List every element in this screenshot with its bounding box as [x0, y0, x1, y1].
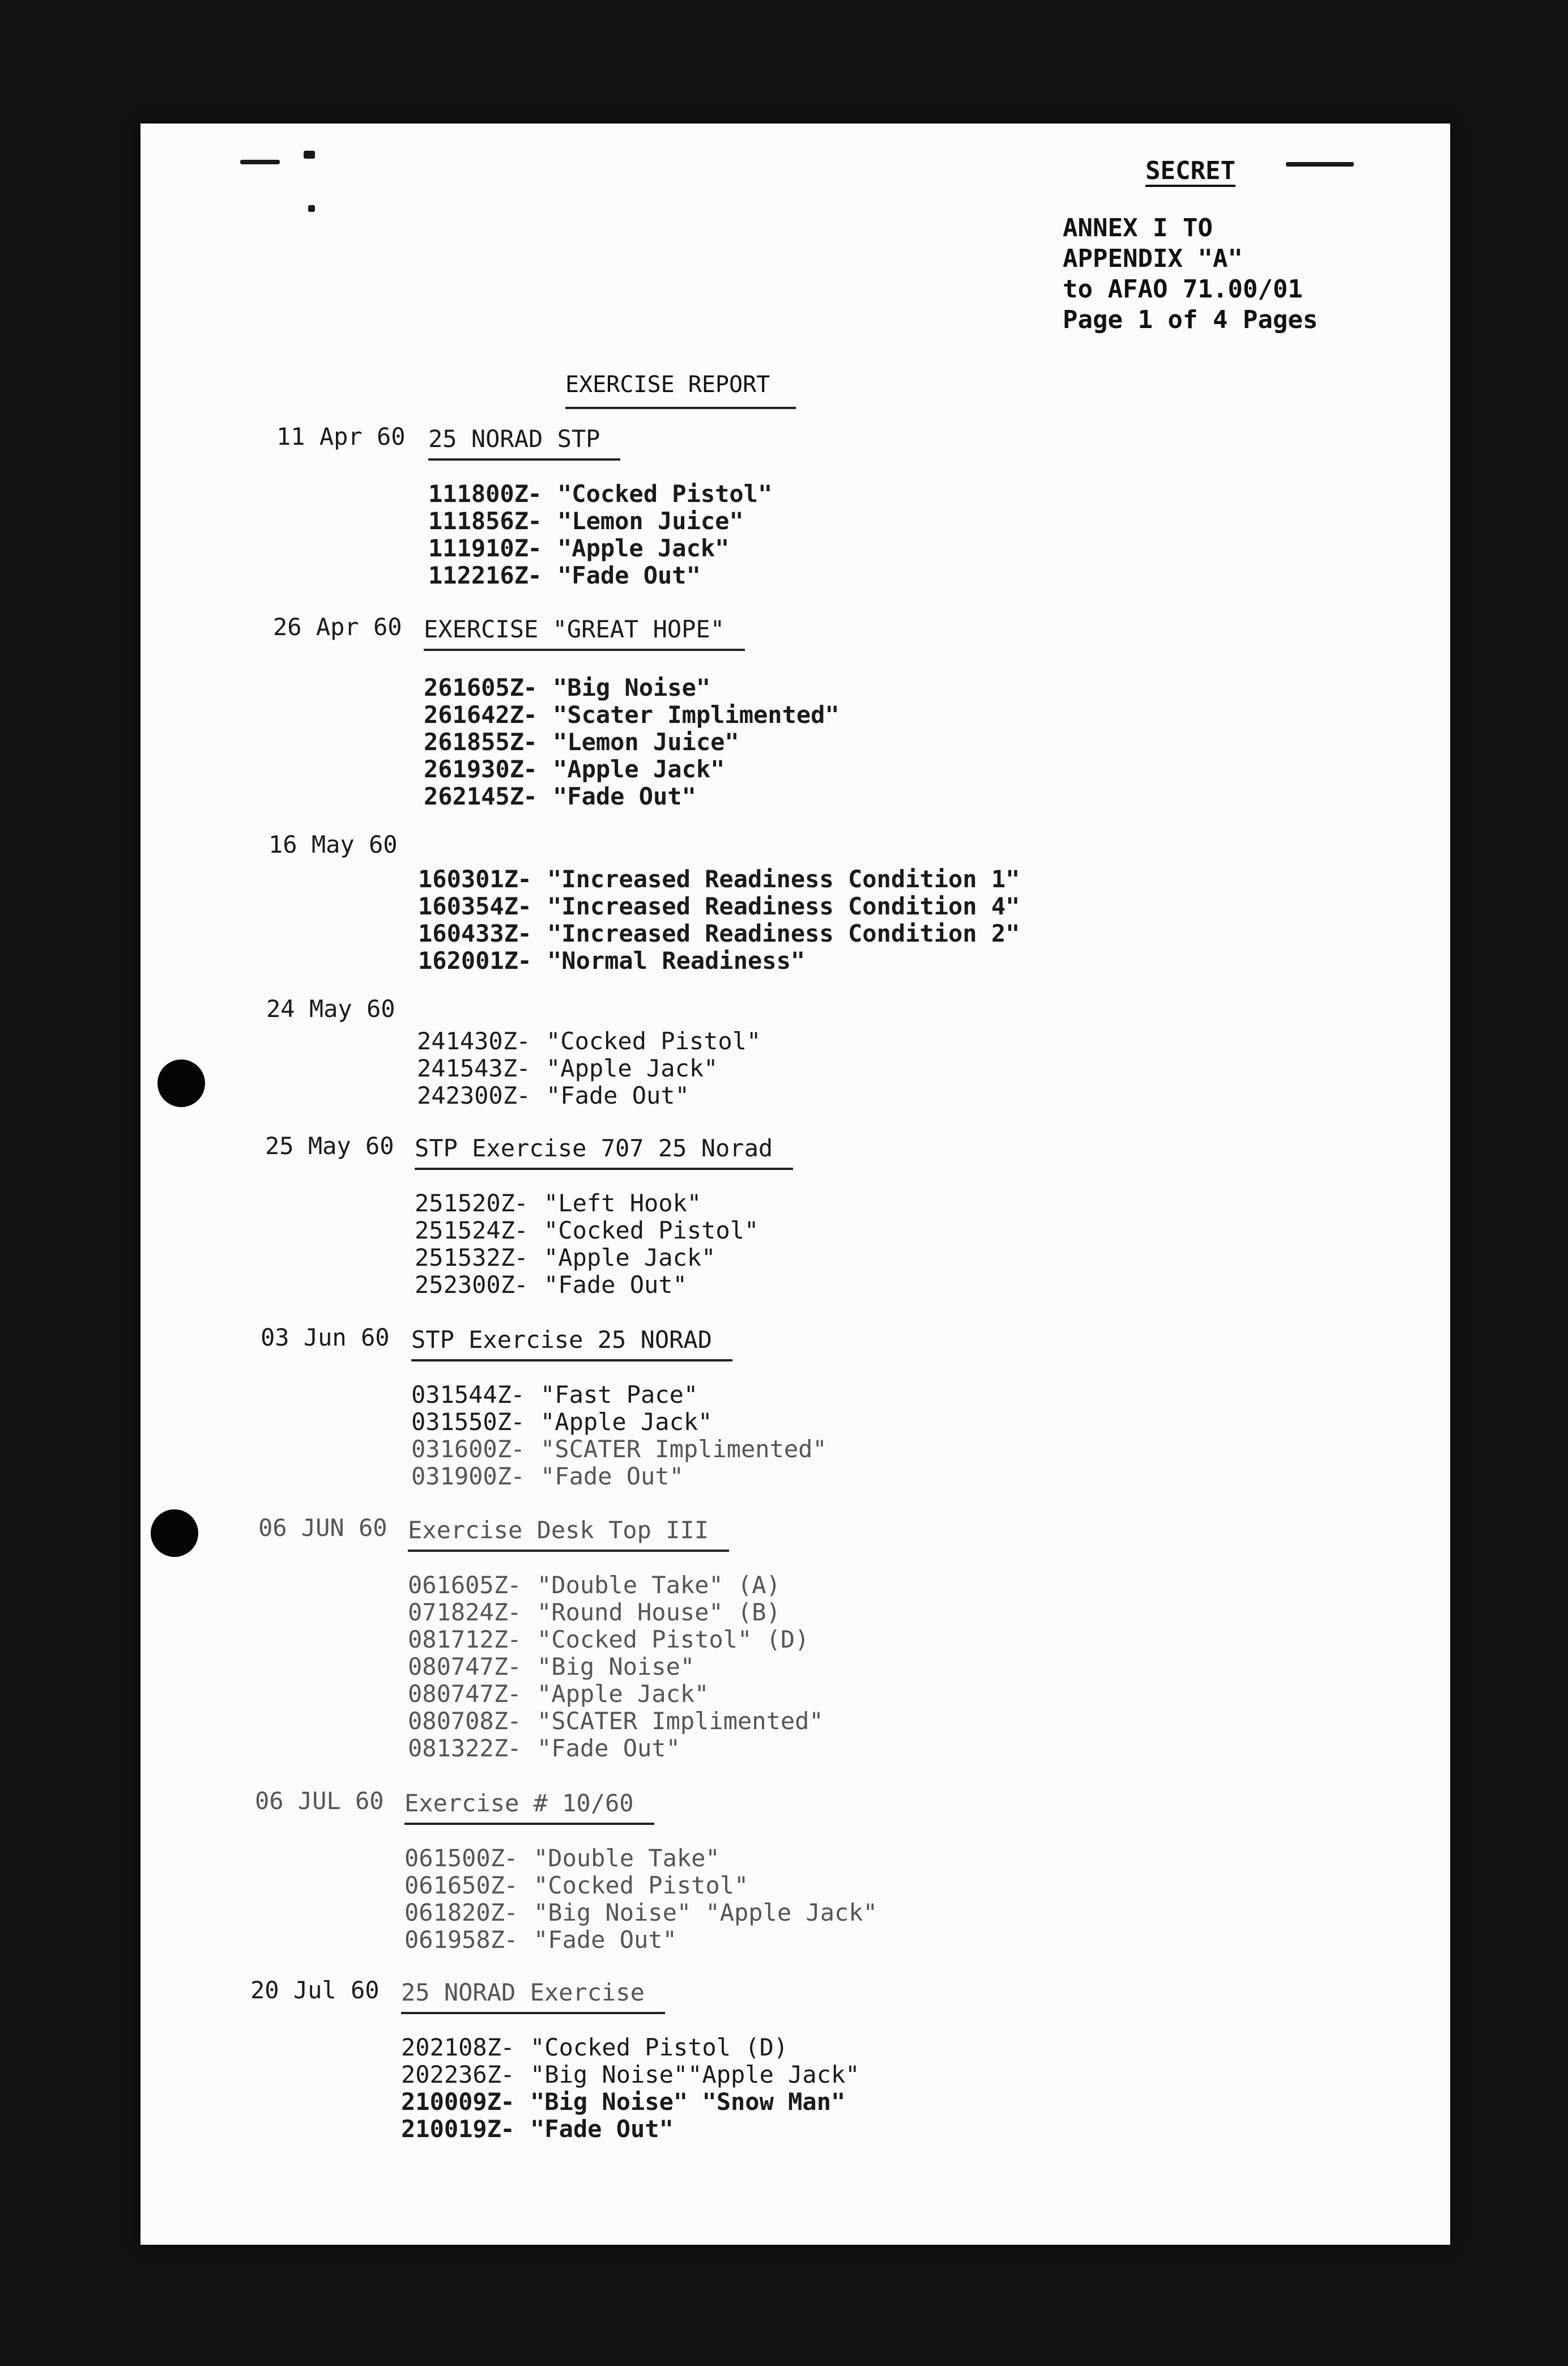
entry-time: 202108Z — [401, 2033, 502, 2061]
entry-code: "Round House" (B) — [537, 1598, 781, 1626]
annex-line: APPENDIX "A" — [1063, 244, 1243, 273]
log-entry: 261930Z- "Apple Jack" — [424, 755, 725, 783]
entry-code: "SCATER Implimented" — [537, 1707, 824, 1735]
entry-code: "Double Take" (A) — [537, 1571, 781, 1599]
log-entry: 160301Z- "Increased Readiness Condition 1" — [418, 865, 1020, 893]
entry-time: 251532Z — [415, 1244, 515, 1271]
entry-time: 031600Z — [411, 1435, 512, 1463]
entry-time: 111856Z — [428, 507, 529, 535]
entry-time: 202236Z — [401, 2061, 502, 2088]
entry-code: "Double Take" — [534, 1844, 720, 1872]
scan-speck — [304, 151, 315, 159]
log-entry: 261855Z- "Lemon Juice" — [424, 728, 739, 756]
entry-code: "Fade Out" — [546, 1082, 689, 1109]
entry-code: "Cocked Pistol" — [557, 480, 773, 508]
entry-code: "Increased Readiness Condition 4" — [547, 892, 1020, 920]
scan-speck — [240, 160, 280, 164]
log-entry: 061958Z- "Fade Out" — [404, 1926, 677, 1954]
log-entry: 241543Z- "Apple Jack" — [417, 1054, 718, 1082]
scan-speck — [308, 205, 315, 212]
entry-code: "SCATER Implimented" — [540, 1435, 827, 1463]
log-entry: 261605Z- "Big Noise" — [424, 674, 711, 701]
entry-time: 262145Z — [424, 782, 525, 810]
entry-time: 251524Z — [415, 1216, 515, 1244]
entry-time: 061958Z — [404, 1926, 505, 1954]
log-entry: 111856Z- "Lemon Juice" — [428, 507, 744, 535]
log-entry: 251520Z- "Left Hook" — [415, 1189, 702, 1217]
entry-code: "Apple Jack" — [557, 534, 730, 562]
entry-code: "Left Hook" — [544, 1189, 702, 1217]
entry-time: 261930Z — [424, 755, 525, 783]
entry-time: 261855Z — [424, 728, 525, 756]
entry-time: 081322Z — [408, 1734, 509, 1762]
entry-code: "Fast Pace" — [540, 1381, 698, 1408]
log-entry: 031900Z- "Fade Out" — [411, 1462, 684, 1490]
log-entry: 252300Z- "Fade Out" — [415, 1271, 687, 1299]
log-entry: 061605Z- "Double Take" (A) — [408, 1571, 781, 1599]
entry-code: "Fade Out" — [540, 1462, 684, 1490]
log-entry: 261642Z- "Scater Implimented" — [424, 701, 840, 729]
annex-line: ANNEX I TO — [1063, 214, 1213, 242]
annex-line: Page 1 of 4 Pages — [1063, 305, 1318, 334]
entry-time: 031550Z — [411, 1408, 512, 1436]
section-title: 25 NORAD Exercise — [401, 1978, 665, 2014]
entry-time: 111800Z — [428, 480, 529, 508]
entry-code: "Increased Readiness Condition 2" — [547, 920, 1020, 947]
scan-speck — [1286, 162, 1354, 167]
entry-time: 080708Z — [408, 1707, 509, 1735]
log-entry: 081322Z- "Fade Out" — [408, 1734, 680, 1762]
log-entry: 251524Z- "Cocked Pistol" — [415, 1216, 759, 1244]
log-entry: 080747Z- "Apple Jack" — [408, 1680, 709, 1708]
entry-time: 061500Z — [404, 1844, 505, 1872]
entry-time: 031544Z — [411, 1381, 512, 1408]
section-date: 26 Apr 60 — [273, 613, 402, 641]
section-title: Exercise # 10/60 — [404, 1789, 654, 1825]
entry-code: "Cocked Pistol (D) — [530, 2033, 789, 2061]
log-entry: 080708Z- "SCATER Implimented" — [408, 1707, 824, 1735]
classification-marking: SECRET — [1145, 156, 1235, 185]
entry-time: 210019Z — [401, 2115, 502, 2143]
log-entry: 111910Z- "Apple Jack" — [428, 534, 730, 562]
entry-code: "Big Noise" — [553, 674, 711, 701]
log-entry: 241430Z- "Cocked Pistol" — [417, 1027, 761, 1055]
section-date: 06 JUN 60 — [258, 1514, 387, 1542]
section-date: 06 JUL 60 — [255, 1787, 384, 1815]
log-entry: 112216Z- "Fade Out" — [428, 561, 701, 589]
entry-code: "Fade Out" — [553, 782, 696, 810]
entry-time: 061650Z — [404, 1871, 505, 1899]
report-title: EXERCISE REPORT — [565, 372, 796, 409]
log-entry: 210009Z- "Big Noise" "Snow Man" — [401, 2088, 846, 2116]
entry-time: 252300Z — [415, 1271, 515, 1299]
entry-time: 162001Z — [418, 947, 519, 975]
entry-code: "Big Noise" "Apple Jack" — [534, 1899, 877, 1926]
annex-reference-block — [1063, 213, 1403, 335]
section-title: 25 NORAD STP — [428, 425, 620, 461]
entry-time: 111910Z — [428, 534, 529, 562]
entry-time: 160301Z — [418, 865, 519, 893]
log-entry: 210019Z- "Fade Out" — [401, 2115, 674, 2143]
section-date: 16 May 60 — [269, 831, 398, 858]
entry-code: "Normal Readiness" — [547, 947, 806, 975]
entry-code: "Fade Out" — [537, 1734, 680, 1762]
entry-time: 261642Z — [424, 701, 525, 729]
entry-code: "Lemon Juice" — [557, 507, 744, 535]
entry-code: "Apple Jack" — [553, 755, 725, 783]
log-entry: 031600Z- "SCATER Implimented" — [411, 1435, 827, 1463]
entry-code: "Apple Jack" — [540, 1408, 713, 1436]
log-entry: 080747Z- "Big Noise" — [408, 1653, 695, 1680]
entry-code: "Cocked Pistol" — [544, 1216, 759, 1244]
section-title: STP Exercise 707 25 Norad — [415, 1134, 793, 1170]
entry-code: "Cocked Pistol" — [546, 1027, 761, 1055]
entry-code: "Big Noise" "Snow Man" — [530, 2088, 846, 2116]
annex-line: to AFAO 71.00/01 — [1063, 275, 1303, 304]
section-date: 20 Jul 60 — [250, 1976, 380, 2004]
entry-code: "Apple Jack" — [544, 1244, 716, 1271]
entry-code: "Cocked Pistol" — [534, 1871, 749, 1899]
entry-time: 210009Z — [401, 2088, 502, 2116]
entry-time: 061820Z — [404, 1899, 505, 1926]
entry-time: 251520Z — [415, 1189, 515, 1217]
entry-code: "Big Noise" — [537, 1653, 695, 1680]
log-entry: 202108Z- "Cocked Pistol (D) — [401, 2033, 789, 2061]
section-date: 25 May 60 — [265, 1132, 394, 1160]
entry-time: 071824Z — [408, 1598, 509, 1626]
punch-hole-upper — [157, 1059, 205, 1107]
entry-time: 080747Z — [408, 1680, 509, 1708]
log-entry: 251532Z- "Apple Jack" — [415, 1244, 716, 1271]
entry-time: 261605Z — [424, 674, 525, 701]
log-entry: 202236Z- "Big Noise""Apple Jack" — [401, 2061, 860, 2088]
entry-time: 160354Z — [418, 892, 519, 920]
log-entry: 071824Z- "Round House" (B) — [408, 1598, 781, 1626]
log-entry: 262145Z- "Fade Out" — [424, 782, 696, 810]
section-title: Exercise Desk Top III — [408, 1516, 729, 1552]
entry-code: "Cocked Pistol" (D) — [537, 1625, 809, 1653]
entry-code: "Increased Readiness Condition 1" — [547, 865, 1020, 893]
entry-code: "Scater Implimented" — [553, 701, 840, 729]
entry-code: "Fade Out" — [544, 1271, 687, 1299]
section-date: 11 Apr 60 — [276, 423, 406, 450]
entry-code: "Big Noise""Apple Jack" — [530, 2061, 860, 2088]
log-entry: 061650Z- "Cocked Pistol" — [404, 1871, 749, 1899]
entry-code: "Apple Jack" — [546, 1054, 718, 1082]
log-entry: 031544Z- "Fast Pace" — [411, 1381, 698, 1408]
entry-time: 081712Z — [408, 1625, 509, 1653]
entry-time: 241430Z — [417, 1027, 518, 1055]
log-entry: 242300Z- "Fade Out" — [417, 1082, 689, 1109]
log-entry: 160433Z- "Increased Readiness Condition 2" — [418, 920, 1020, 947]
section-title: STP Exercise 25 NORAD — [411, 1326, 732, 1361]
log-entry: 061820Z- "Big Noise" "Apple Jack" — [404, 1899, 877, 1926]
log-entry: 162001Z- "Normal Readiness" — [418, 947, 806, 975]
entry-time: 160433Z — [418, 920, 519, 947]
entry-code: "Fade Out" — [530, 2115, 674, 2143]
section-date: 24 May 60 — [266, 995, 395, 1023]
log-entry: 031550Z- "Apple Jack" — [411, 1408, 713, 1436]
entry-time: 061605Z — [408, 1571, 509, 1599]
entry-code: "Lemon Juice" — [553, 728, 739, 756]
punch-hole-lower — [151, 1509, 198, 1557]
entry-time: 242300Z — [417, 1082, 518, 1109]
log-entry: 061500Z- "Double Take" — [404, 1844, 720, 1872]
log-entry: 111800Z- "Cocked Pistol" — [428, 480, 773, 508]
entry-time: 031900Z — [411, 1462, 512, 1490]
entry-time: 241543Z — [417, 1054, 518, 1082]
entry-code: "Fade Out" — [557, 561, 701, 589]
entry-time: 080747Z — [408, 1653, 509, 1680]
log-entry: 160354Z- "Increased Readiness Condition 4" — [418, 892, 1020, 920]
section-title: EXERCISE "GREAT HOPE" — [424, 615, 745, 651]
entry-code: "Fade Out" — [534, 1926, 677, 1954]
section-date: 03 Jun 60 — [261, 1324, 390, 1351]
entry-time: 112216Z — [428, 561, 529, 589]
log-entry: 081712Z- "Cocked Pistol" (D) — [408, 1625, 809, 1653]
entry-code: "Apple Jack" — [537, 1680, 709, 1708]
